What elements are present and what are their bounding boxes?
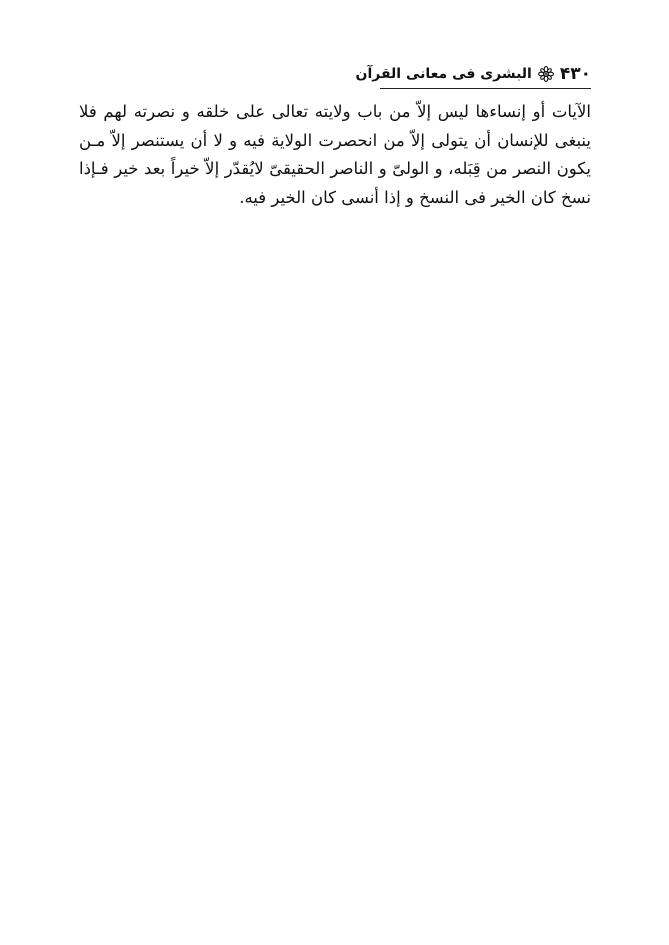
running-header	[356, 62, 592, 86]
book-title: البشری فی معانی القرآن	[355, 66, 532, 82]
body-paragraph	[79, 98, 591, 212]
text-line: یکون النصر من قِبَله، و الولیّ و الناصر الحقیقیّ لایُقدّر إلاّ خیراً بعد خیر فـإذا	[79, 159, 591, 178]
text-line: نسخ کان الخیر فی النسخ و إذا أنسی کان الخیر فیه.	[239, 187, 591, 207]
page-number: ۴۳۰	[559, 64, 591, 84]
text-line: ینبغی للإنسان أن یتولی إلاّ من انحصرت الولایة فیه و لا أن یستنصر إلاّ مـن	[79, 130, 591, 150]
flower-ornament-icon	[538, 66, 554, 82]
header-divider	[380, 88, 591, 89]
text-line: الآیات أو إنساءها لیس إلاّ من باب ولایته تعالی علی خلقه و نصرته لهم فلا	[79, 102, 591, 121]
